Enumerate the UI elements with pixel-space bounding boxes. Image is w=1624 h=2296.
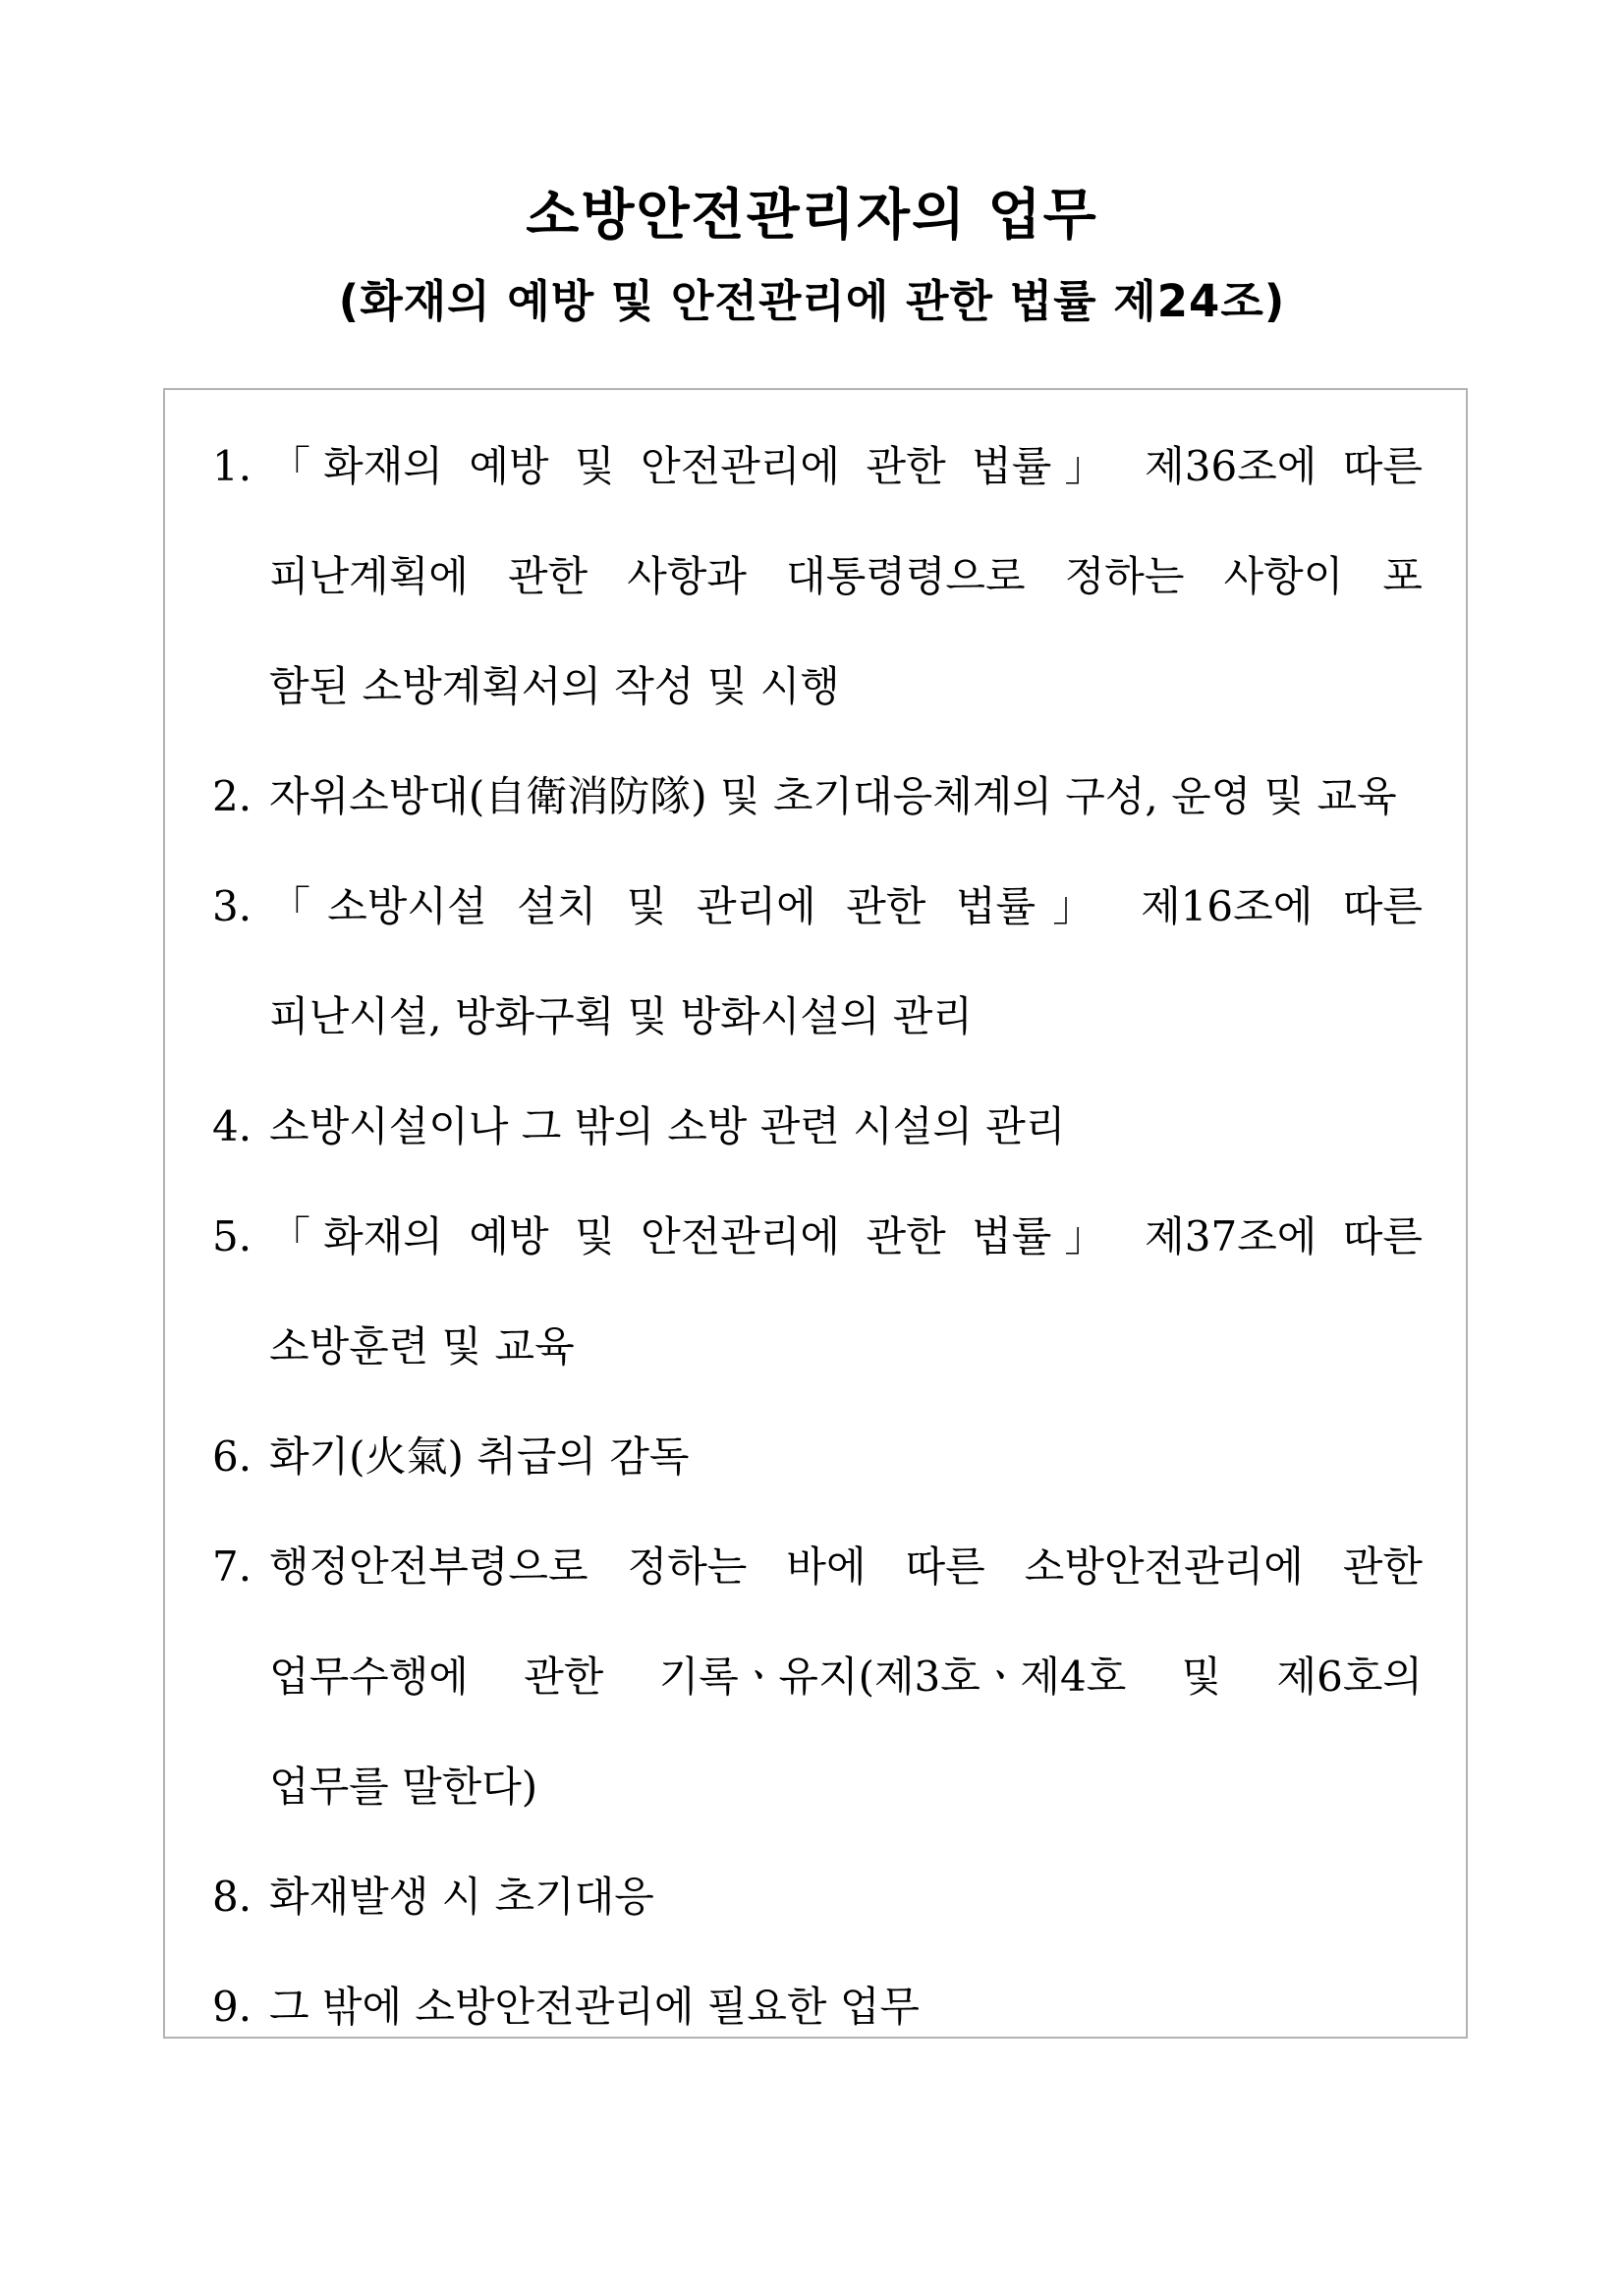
item-line: 「소방시설 설치 및 관리에 관한 법률」 제16조에 따른 <box>269 882 1423 930</box>
item-text <box>269 1072 1423 1182</box>
item-number: 4. <box>212 1102 252 1150</box>
item-text <box>269 1512 1423 1842</box>
item-line: 피난계획에 관한 사항과 대통령령으로 정하는 사항이 포 <box>269 552 1423 600</box>
page-subtitle: (화재의 예방 및 안전관리에 관한 법률 제24조) <box>338 275 1286 327</box>
item-line: 소방시설이나 그 밖의 소방 관련 시설의 관리 <box>269 1102 1066 1150</box>
page-header <box>0 177 1624 334</box>
duties-list <box>212 412 1423 2062</box>
item-line: 함된 소방계획서의 작성 및 시행 <box>269 662 840 710</box>
list-item <box>212 1952 1423 2062</box>
item-line: 행정안전부령으로 정하는 바에 따른 소방안전관리에 관한 <box>269 1542 1423 1591</box>
item-text <box>269 1402 1423 1512</box>
list-item <box>212 852 1423 1072</box>
item-number: 1. <box>212 442 252 490</box>
list-item <box>212 1512 1423 1842</box>
item-line: 소방훈련 및 교육 <box>269 1322 575 1371</box>
item-line: 업무를 말한다) <box>269 1763 538 1811</box>
list-item <box>212 1402 1423 1512</box>
item-number: 9. <box>212 1983 252 2031</box>
item-text <box>269 1182 1423 1402</box>
item-line: 피난시설, 방화구획 및 방화시설의 관리 <box>269 992 973 1040</box>
item-number: 8. <box>212 1873 252 1921</box>
item-text <box>269 1952 1423 2062</box>
list-item <box>212 742 1423 852</box>
item-line: 화재발생 시 초기대응 <box>269 1873 654 1921</box>
item-number: 7. <box>212 1542 252 1591</box>
duties-box <box>163 388 1468 2039</box>
item-number: 5. <box>212 1212 252 1260</box>
list-item <box>212 1842 1423 1952</box>
page-title: 소방안전관리자의 업무 <box>526 184 1098 248</box>
item-number: 3. <box>212 882 252 930</box>
item-text <box>269 412 1423 742</box>
item-text <box>269 742 1423 852</box>
item-number: 2. <box>212 772 252 820</box>
item-line: 「화재의 예방 및 안전관리에 관한 법률」 제36조에 따른 <box>269 442 1423 490</box>
item-number: 6. <box>212 1432 252 1481</box>
item-line: 화기(火氣) 취급의 감독 <box>269 1432 690 1481</box>
item-text <box>269 1842 1423 1952</box>
item-text <box>269 852 1423 1072</box>
item-line: 업무수행에 관한 기록ㆍ유지(제3호ㆍ제4호 및 제6호의 <box>269 1652 1423 1701</box>
item-line: 자위소방대(自衛消防隊) 및 초기대응체계의 구성, 운영 및 교육 <box>269 772 1397 820</box>
item-line: 「화재의 예방 및 안전관리에 관한 법률」 제37조에 따른 <box>269 1212 1423 1260</box>
list-item <box>212 1182 1423 1402</box>
list-item <box>212 1072 1423 1182</box>
list-item <box>212 412 1423 742</box>
item-line: 그 밖에 소방안전관리에 필요한 업무 <box>269 1983 920 2031</box>
